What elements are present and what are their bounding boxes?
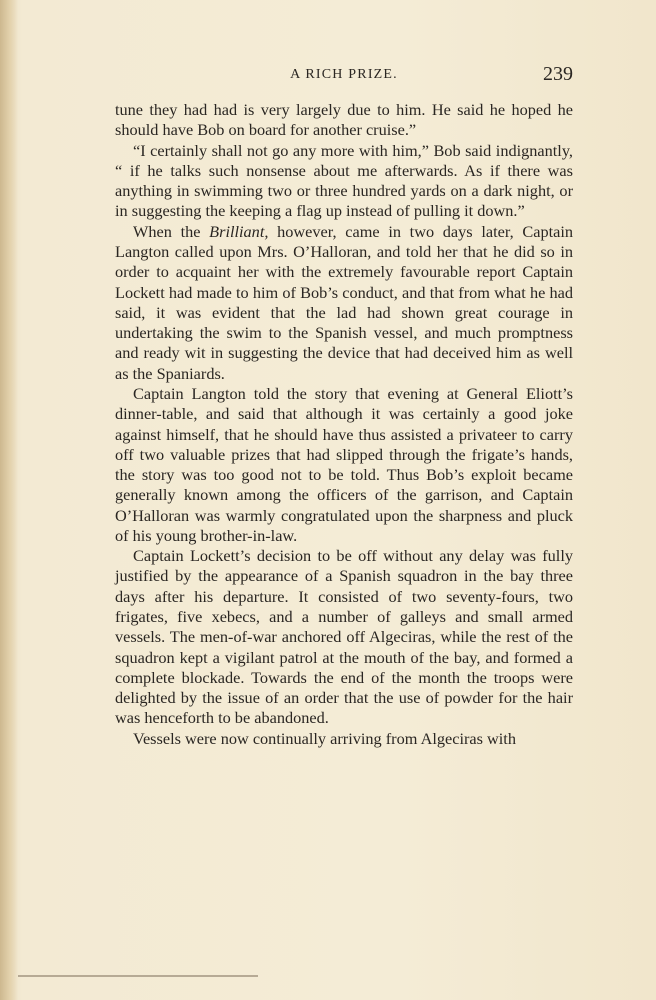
- paragraph: [115, 222, 573, 384]
- page-gutter-shadow: [0, 0, 18, 1000]
- page-number: 239: [543, 63, 573, 85]
- paragraph-continued: tune they had had is very largely due to him. He said he hoped he should have Bob on board for another cruise.”: [115, 100, 573, 140]
- paragraph: Vessels were now continually arriving from Algeciras with: [133, 728, 516, 748]
- page-header: [115, 63, 573, 91]
- paragraph: Captain Lockett’s decision to be off without any delay was fully justified by the appearance of a Spanish squadron in the bay three days after his departure. It consisted of two seventy-fours, two frigates, five xebecs, and a number of galleys and small armed vessels. The men-of-war anchored off Algeciras, while the rest of the squadron kept a vigilant patrol at the mouth of the bay, and formed a complete blockade. Towards the end of the month the troops were delighted by the issue of an order that the use of powder for the hair was henceforth to be abandoned.: [115, 546, 573, 728]
- body-text: [115, 100, 573, 749]
- running-head: A RICH PRIZE.: [290, 67, 398, 82]
- paragraph: “I certainly shall not go any more with him,” Bob said indignantly, “ if he talks such nonsense about me afterwards. As if there was anything in swimming two or three hundred yards on a dark night, or in suggesting the keeping a flag up instead of pulling it down.”: [115, 140, 573, 221]
- paragraph-text: however, came in two days later, Captain Langton called upon Mrs. O’Halloran, and told her that he did so in order to acquaint her with the extremely favourable report Captain Lockett had made to him of Bob’s conduct, and that from what he had said, it was evident that the lad had shown great courage in undertaking the swim to the Spanish vessel, and much promptness and ready wit in suggesting the device that had deceived him as well as the Spaniards.: [115, 221, 574, 383]
- ship-name: Brilliant,: [209, 221, 269, 241]
- paragraph-text: When the: [133, 221, 210, 241]
- paragraph: Captain Langton told the story that evening at General Eliott’s dinner-table, and said that although it was certainly a good joke against himself, that he should have thus assisted a privateer to carry off two valuable prizes that had slipped through the frigate’s hands, the story was too good not to be told. Thus Bob’s exploit became generally known among the officers of the garrison, and Captain O’Halloran was warmly congratulated upon the sharpness and pluck of his young brother-in-law.: [115, 383, 573, 545]
- page-edge-line: [18, 975, 258, 977]
